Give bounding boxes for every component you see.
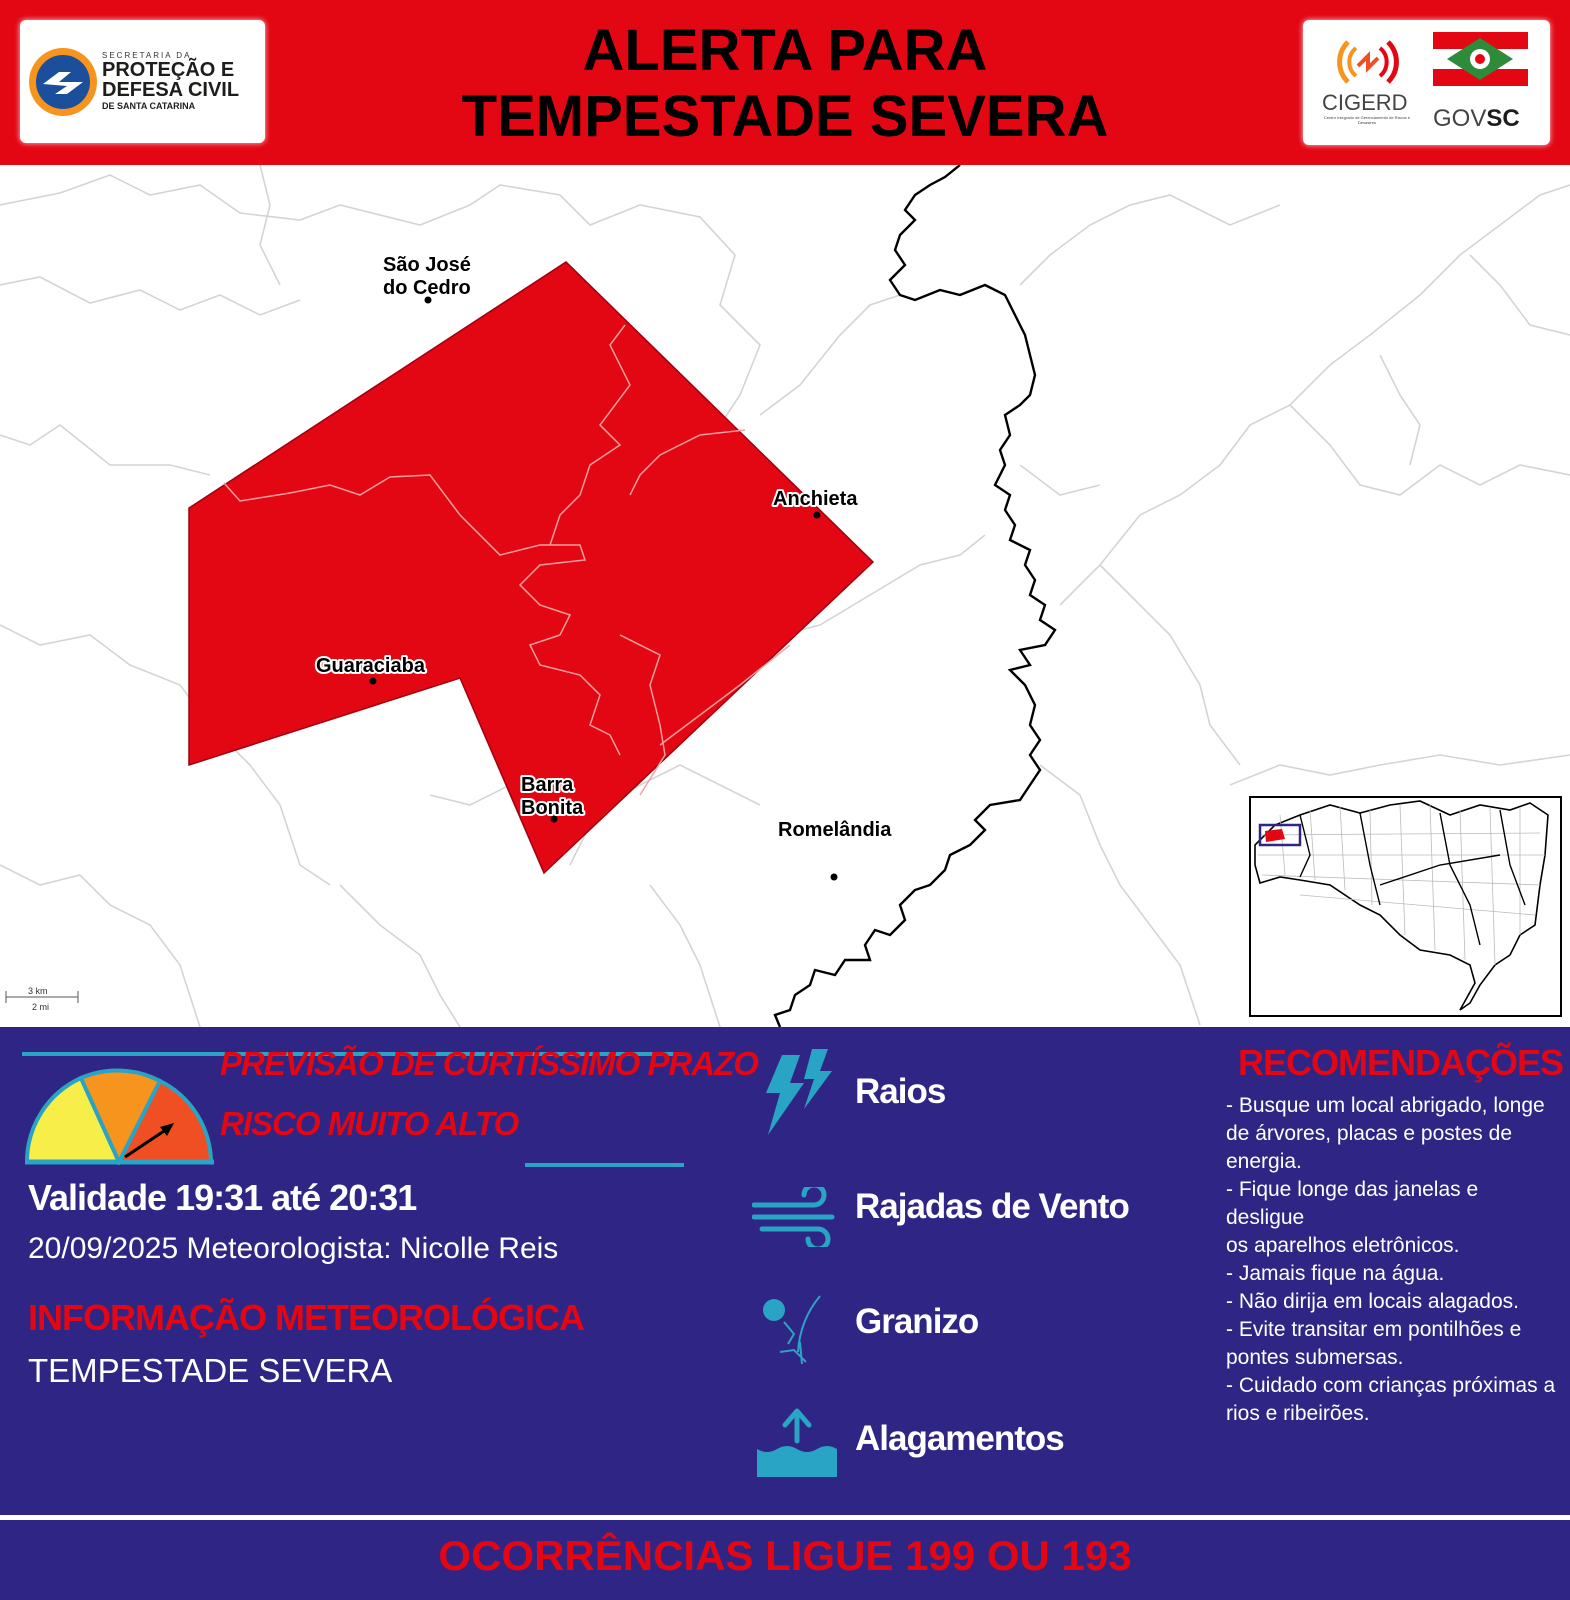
recommendation-line: - Jamais fique na água. (1226, 1262, 1445, 1285)
recommendation-line: rios e ribeirões. (1226, 1402, 1370, 1425)
city-label-barra-bonita: Barra (521, 774, 574, 796)
recommendation-line: - Evite transitar em pontilhões e (1226, 1318, 1522, 1341)
alert-title (330, 18, 1240, 150)
forecast-bottom-line (525, 1163, 684, 1167)
city-label-guaraciaba: Guaraciaba (316, 655, 425, 677)
recommendation-line: os aparelhos eletrônicos. (1226, 1234, 1460, 1257)
city-label-sao-jose-do-cedro: São José (383, 254, 471, 276)
city-dot-romelandia (831, 874, 838, 881)
scale-km-label: 3 km (28, 986, 48, 996)
recommendation-line: - Não dirija em locais alagados. (1226, 1290, 1519, 1313)
logo-defesa-text: DEFESA CIVIL (102, 79, 240, 101)
city-label-romelandia: Romelândia (778, 819, 892, 841)
logo-protecao-text: PROTEÇÃO E (102, 59, 235, 81)
recommendations-list (1226, 1092, 1561, 1428)
recommendation-line: energia. (1226, 1150, 1302, 1173)
forecast-type-label: PREVISÃO DE CURTÍSSIMO PRAZO (220, 1045, 758, 1082)
flood-icon (755, 1407, 840, 1482)
city-dot-guaraciaba (370, 678, 377, 685)
wind-icon (752, 1187, 847, 1247)
info-heading: INFORMAÇÃO METEOROLÓGICA (28, 1297, 584, 1338)
risk-level-label: RISCO MUITO ALTO (220, 1105, 519, 1142)
city-label-sao-jose-do-cedro-line2: do Cedro (383, 277, 471, 299)
recommendations-title: RECOMENDAÇÕES (1238, 1042, 1564, 1083)
map-canvas (0, 165, 1570, 1027)
lightning-icon (760, 1047, 840, 1137)
emergency-numbers-text[interactable]: OCORRÊNCIAS LIGUE 199 OU 193 (438, 1532, 1132, 1579)
city-label-anchieta: Anchieta (773, 488, 858, 510)
info-value: TEMPESTADE SEVERA (28, 1352, 393, 1389)
defesa-civil-logo (20, 20, 265, 143)
alert-title-line1: ALERTA PARA (582, 18, 988, 83)
recommendation-line: - Fique longe das janelas e desligue (1226, 1178, 1479, 1229)
recommendation-line: - Cuidado com crianças próximas a (1226, 1374, 1556, 1397)
recommendation-line: de árvores, placas e postes de (1226, 1122, 1513, 1145)
defesa-civil-emblem-icon (25, 42, 105, 122)
logo-sc-text: DE SANTA CATARINA (102, 101, 196, 111)
govsc-suffix: SC (1486, 105, 1520, 132)
govsc-prefix: GOV (1433, 105, 1487, 132)
hail-icon (760, 1292, 840, 1372)
partner-logos (1303, 20, 1550, 145)
map-scale-bar (6, 986, 78, 1012)
city-label-barra-bonita-line2: Bonita (521, 797, 584, 819)
alert-map[interactable] (0, 165, 1570, 1027)
cigerd-logo-subtitle: Centro Integrado de Gerenciamento de Riscos e Desastres (1323, 115, 1411, 125)
validity-text: Validade 19:31 até 20:31 (28, 1177, 417, 1218)
hazard-label-rajadas: Rajadas de Vento (855, 1187, 1129, 1226)
recommendation-line: - Busque um local abrigado, longe (1226, 1094, 1545, 1117)
footer-bar (0, 1520, 1570, 1600)
date-meteorologist-text: 20/09/2025 Meteorologista: Nicolle Reis (28, 1232, 559, 1265)
recommendation-line: pontes submersas. (1226, 1346, 1404, 1369)
cigerd-logo-text: CIGERD (1322, 90, 1408, 115)
scale-mi-label: 2 mi (32, 1002, 50, 1012)
hazard-label-granizo: Granizo (855, 1302, 979, 1341)
locator-inset-map (1250, 797, 1561, 1016)
cigerd-signal-icon (1328, 32, 1408, 92)
govsc-logo-text (1433, 105, 1520, 133)
sc-flag-icon (1433, 32, 1533, 92)
city-dot-anchieta (814, 512, 821, 519)
hazard-label-raios: Raios (855, 1072, 946, 1111)
risk-gauge-icon (22, 1065, 217, 1165)
logo-secretaria-text: SECRETARIA DA (102, 51, 192, 60)
hazard-label-alagamentos: Alagamentos (855, 1419, 1064, 1458)
info-panel (0, 1027, 1570, 1515)
header-bar (0, 0, 1570, 165)
alert-title-line2: TEMPESTADE SEVERA (461, 84, 1109, 149)
